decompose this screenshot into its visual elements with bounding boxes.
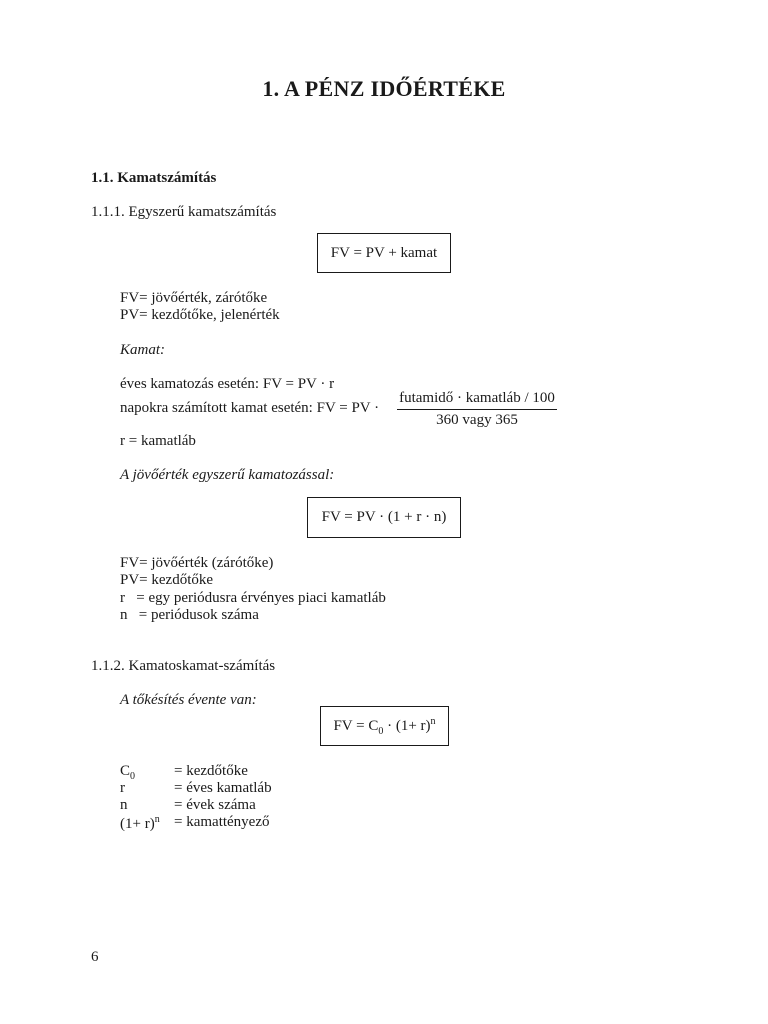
formula-fv-pv-1-rn: FV = PV · (1 + r · n) [321, 509, 447, 525]
formula-box-compound-interest [320, 706, 449, 746]
definition-pv-2: PV= kezdőtőke [120, 572, 214, 588]
daily-interest-formula-prefix: napokra számított kamat esetén: FV = PV · [120, 400, 380, 416]
definition-interest-factor: $(1+ r)^n$ = kamattényező [120, 814, 270, 832]
formula-box-fv-simple [317, 233, 451, 273]
section-heading-1-1-1: 1.1.1. Egyszerű kamatszámítás [91, 204, 277, 220]
section-heading-1-1-2: 1.1.2. Kamatoskamat-számítás [91, 658, 276, 674]
fv-simple-interest-label: A jövőérték egyszerű kamatozással: [120, 467, 335, 483]
annual-interest-formula: éves kamatozás esetén: FV = PV · r [120, 376, 335, 392]
definition-n-years: n = évek száma [120, 797, 256, 813]
formula-fv-pv-kamat: FV = PV + kamat [330, 244, 438, 261]
annual-capitalization-label: A tőkésítés évente van: [120, 692, 257, 708]
r-definition: r = kamatláb [120, 433, 196, 449]
definition-r-annual: r = éves kamatláb [120, 780, 272, 796]
formula-compound-interest: FV = $C_0 \cdot (1+ r)^n$ [333, 715, 436, 737]
section-heading-1-1: 1.1. Kamatszámítás [91, 170, 217, 186]
definition-r: r = egy periódusra érvényes piaci kamatláb [120, 590, 386, 606]
definition-pv: PV= kezdőtőke, jelenérték [120, 307, 280, 323]
fraction-bar [397, 409, 557, 410]
page-title: 1. A PÉNZ IDŐÉRTÉKE [262, 76, 506, 101]
fraction-denominator: 360 vagy 365 [436, 412, 518, 428]
page-number: 6 [91, 949, 99, 965]
definition-fv-2: FV= jövőérték (zárótőke) [120, 555, 274, 571]
fraction-numerator: futamidő · kamatláb / 100 [399, 390, 555, 406]
definition-c0: $C_0$ = kezdőtőke [120, 763, 248, 782]
formula-box-fv-simple-interest [307, 497, 461, 538]
daily-interest-fraction [397, 390, 557, 432]
definition-fv: FV= jövőérték, zárótőke [120, 290, 268, 306]
kamat-label: Kamat: [120, 342, 165, 358]
definition-n: n = periódusok száma [120, 607, 259, 623]
